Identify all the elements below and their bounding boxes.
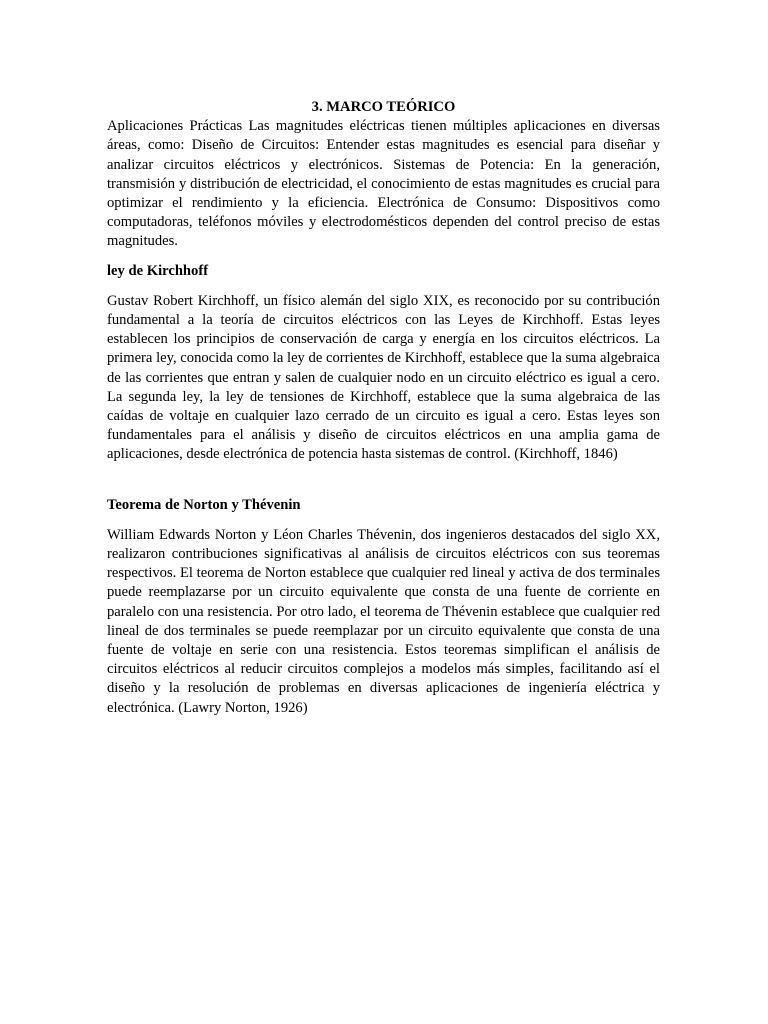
section-heading-norton-thevenin: Teorema de Norton y Thévenin [107,496,301,513]
intro-paragraph: Aplicaciones Prácticas Las magnitudes eléctricas tienen múltiples aplicaciones en diversas áreas, como: Diseño de Circuitos: Entender estas magnitudes es esencial para diseñar y analizar circuitos eléctricos y electrónicos. Sistemas de Potencia: En la generación, transmisión y distribución de electricidad, el conocimiento de estas magnitudes es crucial para optimizar el rendimiento y la eficiencia. Electrónica de Consumo: Dispositivos como computadoras, teléfonos móviles y electrodomésticos dependen del control preciso de estas magnitudes. [107,118,660,250]
section-heading-kirchhoff: ley de Kirchhoff [107,262,209,279]
section-paragraph-norton-thevenin: William Edwards Norton y Léon Charles Thévenin, dos ingenieros destacados del siglo XX, realizaron contribuciones significativas al análisis de circuitos eléctricos con sus teoremas respectivos. El teorema de Norton establece que cualquier red lineal y activa de dos terminales puede reemplazarse por un circuito equivalente que consta de una fuente de corriente en paralelo con una resistencia. Por otro lado, el teorema de Thévenin establece que cualquier red lineal de dos terminales se puede reemplazar por un circuito equivalente que consta de una fuente de voltaje en serie con una resistencia. Estos teoremas simplifican el análisis de circuitos eléctricos al reducir circuitos complejos a modelos más simples, facilitando así el diseño y la resolución de problemas en diversas aplicaciones de ingeniería eléctrica y electrónica. (Lawry Norton, 1926) [107,526,660,716]
document-page [107,98,660,718]
section-paragraph-kirchhoff: Gustav Robert Kirchhoff, un físico alemán del siglo XIX, es reconocido por su contribución fundamental a la teoría de circuitos eléctricos con las Leyes de Kirchhoff. Estas leyes establecen los principios de conservación de carga y energía en los circuitos eléctricos. La primera ley, conocida como la ley de corrientes de Kirchhoff, establece que la suma algebraica de las corrientes que entran y salen de cualquier nodo en un circuito eléctrico es igual a cero. La segunda ley, la ley de tensiones de Kirchhoff, establece que la suma algebraica de las caídas de voltaje en cualquier lazo cerrado de un circuito es igual a cero. Estas leyes son fundamentales para el análisis y diseño de circuitos eléctricos en una amplia gama de aplicaciones, desde electrónica de potencia hasta sistemas de control. (Kirchhoff, 1846) [107,292,660,463]
page-title: 3. MARCO TEÓRICO [311,99,456,115]
